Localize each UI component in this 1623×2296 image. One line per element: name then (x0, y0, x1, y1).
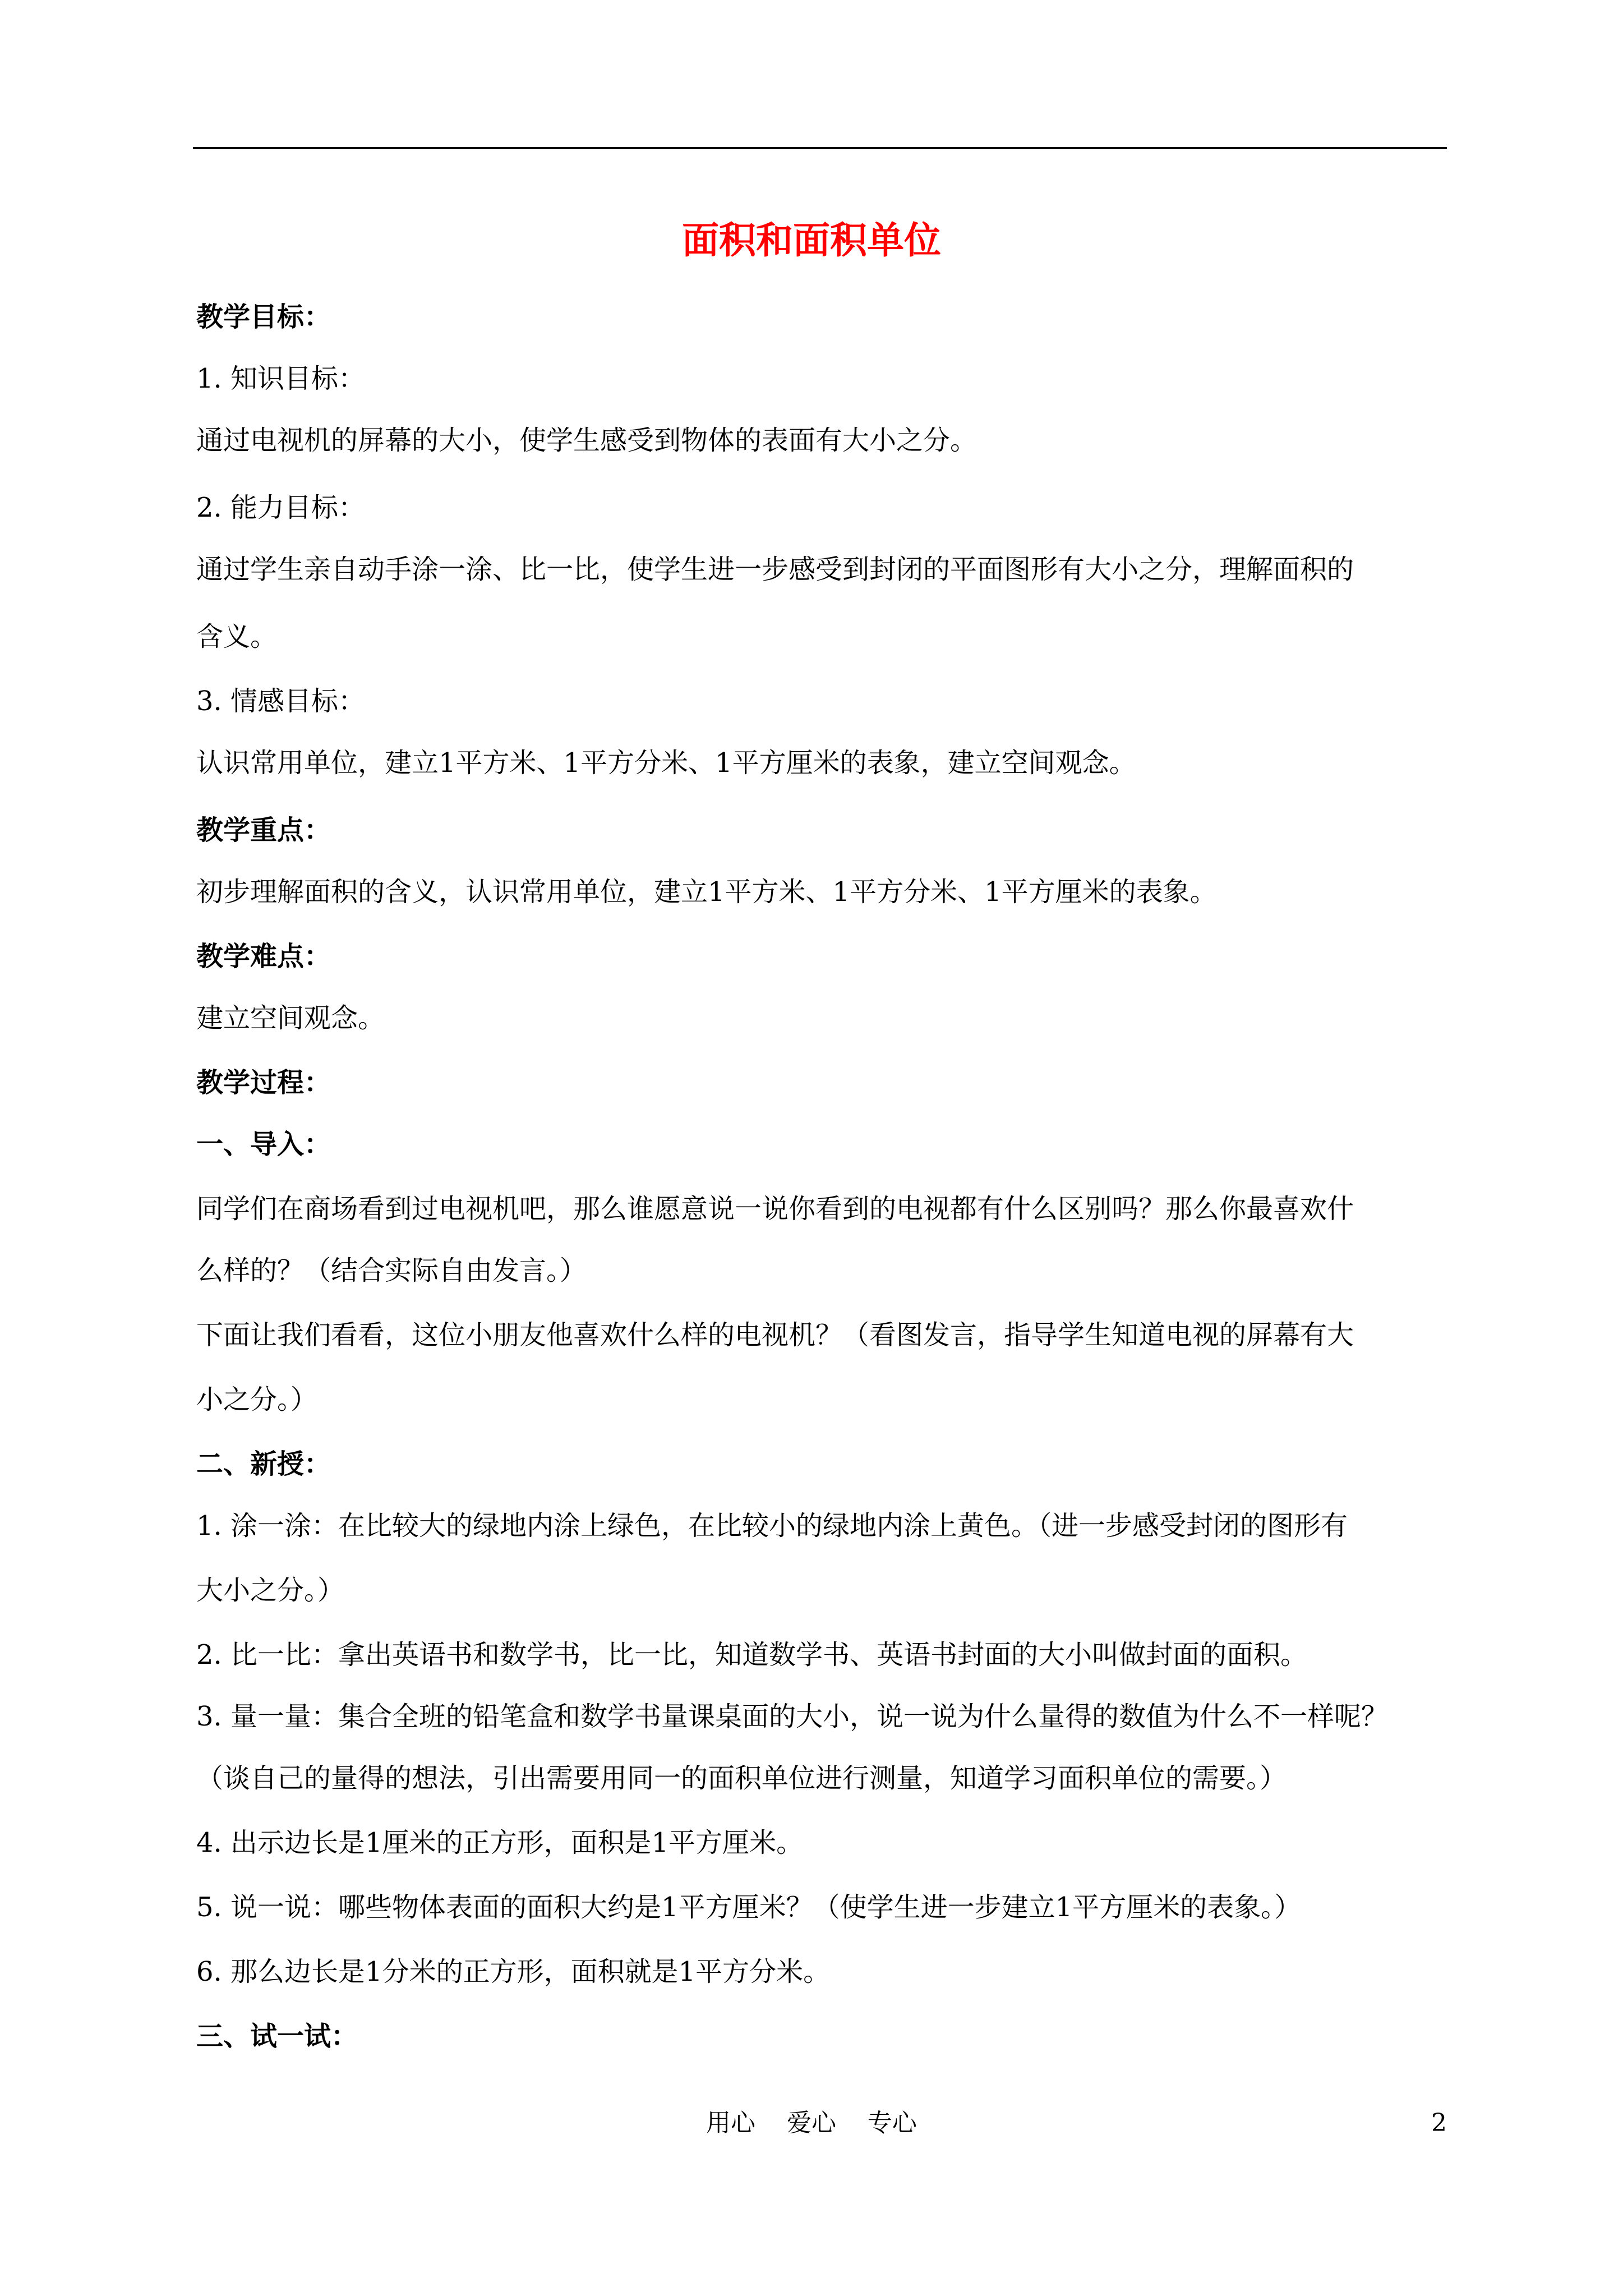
body-line: 同学们在商场看到过电视机吧，那么谁愿意说一说你看到的电视都有什么区别吗？那么你最喜欢什 (196, 1193, 1354, 1225)
body-line: 5. 说一说：哪些物体表面的面积大约是1平方厘米？（使学生进一步建立1平方厘米的表象。） (196, 1892, 1302, 1923)
section-heading: 一、导入： (196, 1129, 331, 1160)
body-line: 1. 知识目标： (196, 363, 366, 394)
body-line: 2. 比一比：拿出英语书和数学书，比一比，知道数学书、英语书封面的大小叫做封面的面积。 (196, 1639, 1308, 1671)
body-line: 含义。 (196, 621, 278, 652)
body-line: 认识常用单位，建立1平方米、1平方分米、1平方厘米的表象，建立空间观念。 (196, 747, 1136, 779)
document-title: 面积和面积单位 (682, 218, 941, 262)
body-line: 3. 量一量：集合全班的铅笔盒和数学书量课桌面的大小，说一说为什么量得的数值为什么不一样呢？ (196, 1701, 1389, 1732)
body-line: 4. 出示边长是1厘米的正方形，面积是1平方厘米。 (196, 1827, 804, 1858)
body-line: （谈自己的量得的想法，引出需要用同一的面积单位进行测量，知道学习面积单位的需要。） (196, 1763, 1287, 1794)
body-line: 通过学生亲自动手涂一涂、比一比，使学生进一步感受到封闭的平面图形有大小之分，理解面积的 (196, 554, 1354, 585)
header-rule (193, 147, 1447, 149)
section-heading: 教学难点： (196, 941, 331, 972)
body-line: 3. 情感目标： (196, 685, 366, 717)
section-heading: 二、新授： (196, 1448, 331, 1480)
body-line: 小之分。） (196, 1384, 318, 1415)
body-line: 1. 涂一涂：在比较大的绿地内涂上绿色，在比较小的绿地内涂上黄色。（进一步感受封闭的图形有 (196, 1510, 1348, 1542)
section-heading: 教学目标： (196, 301, 331, 333)
body-line: 大小之分。） (196, 1575, 345, 1606)
body-line: 通过电视机的屏幕的大小，使学生感受到物体的表面有大小之分。 (196, 425, 978, 456)
body-line: 么样的？（结合实际自由发言。） (196, 1255, 587, 1286)
section-heading: 三、试一试： (196, 2021, 358, 2052)
body-line: 6. 那么边长是1分米的正方形，面积就是1平方分米。 (196, 1956, 831, 1987)
body-line: 建立空间观念。 (196, 1002, 385, 1034)
page-number: 2 (1431, 2109, 1447, 2137)
body-line: 下面让我们看看，这位小朋友他喜欢什么样的电视机？（看图发言，指导学生知道电视的屏幕有大 (196, 1319, 1354, 1351)
body-line: 初步理解面积的含义，认识常用单位，建立1平方米、1平方分米、1平方厘米的表象。 (196, 876, 1217, 908)
section-heading: 教学过程： (196, 1067, 331, 1098)
footer-slogan: 用心 爱心 专心 (706, 2109, 917, 2137)
body-line: 2. 能力目标： (196, 492, 366, 523)
section-heading: 教学重点： (196, 815, 331, 846)
